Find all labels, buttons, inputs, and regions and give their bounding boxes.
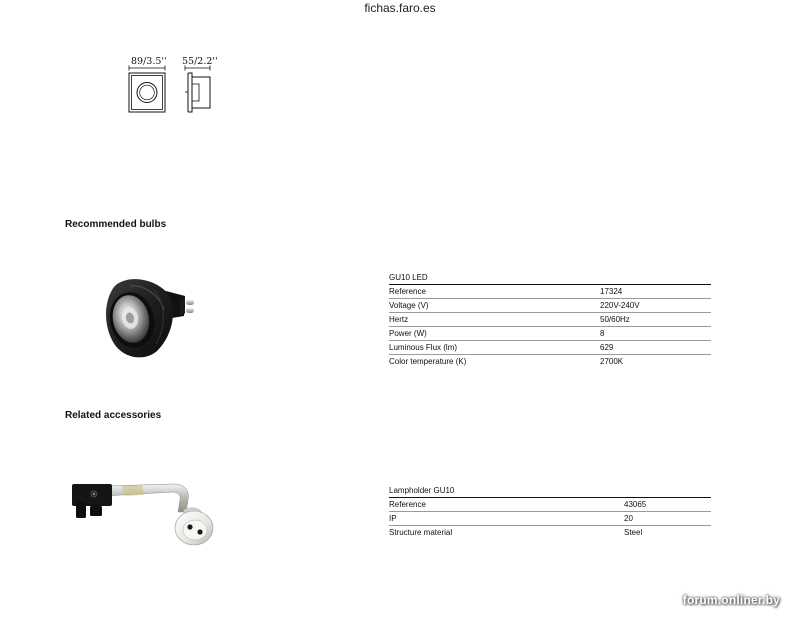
- spec-value: 43065: [624, 498, 711, 512]
- spec-value: 220V-240V: [600, 299, 711, 313]
- table-row: [389, 313, 711, 327]
- spec-value: 20: [624, 512, 711, 526]
- spec-label: Power (W): [389, 327, 600, 341]
- table-row: [389, 355, 711, 369]
- spec-value: 17324: [600, 285, 711, 299]
- gu10-led-bulb-image: [100, 270, 200, 366]
- address-bar[interactable]: [0, 0, 800, 14]
- spec-value: 2700K: [600, 357, 624, 367]
- spec-value: 8: [600, 327, 711, 341]
- table-row: [389, 341, 711, 355]
- bulb-spec-table: [389, 271, 711, 368]
- spec-label: Hertz: [389, 313, 600, 327]
- spec-label: Luminous Flux (lm): [389, 341, 600, 355]
- spec-label: Structure material: [389, 528, 453, 538]
- table-row: [389, 526, 711, 540]
- spec-label: IP: [389, 512, 624, 526]
- forum-watermark: forum.onliner.by: [682, 593, 780, 607]
- related-accessories-heading: Related accessories: [65, 410, 162, 421]
- accessory-spec-table: [389, 484, 711, 539]
- recommended-bulbs-heading: Recommended bulbs: [65, 219, 167, 230]
- dimension-drawing: [122, 52, 222, 118]
- table-row: [389, 285, 711, 299]
- bulb-spec-title: GU10 LED: [389, 271, 711, 285]
- spec-value: 629: [600, 341, 711, 355]
- spec-label: Color temperature (K): [389, 357, 467, 367]
- accessory-spec-title: Lampholder GU10: [389, 484, 711, 498]
- url-text: fichas.faro.es: [364, 1, 436, 15]
- table-row: [389, 299, 711, 313]
- front-width-label: 89/3.5'': [131, 56, 167, 67]
- table-row: [389, 512, 711, 526]
- spec-label: Reference: [389, 285, 600, 299]
- spec-value: Steel: [624, 528, 643, 538]
- table-row: [389, 327, 711, 341]
- spec-label: Voltage (V): [389, 299, 600, 313]
- table-row: [389, 498, 711, 512]
- side-depth-label: 55/2.2'': [182, 56, 218, 67]
- spec-value: 50/60Hz: [600, 313, 711, 327]
- spec-label: Reference: [389, 498, 624, 512]
- lampholder-gu10-image: [64, 472, 224, 552]
